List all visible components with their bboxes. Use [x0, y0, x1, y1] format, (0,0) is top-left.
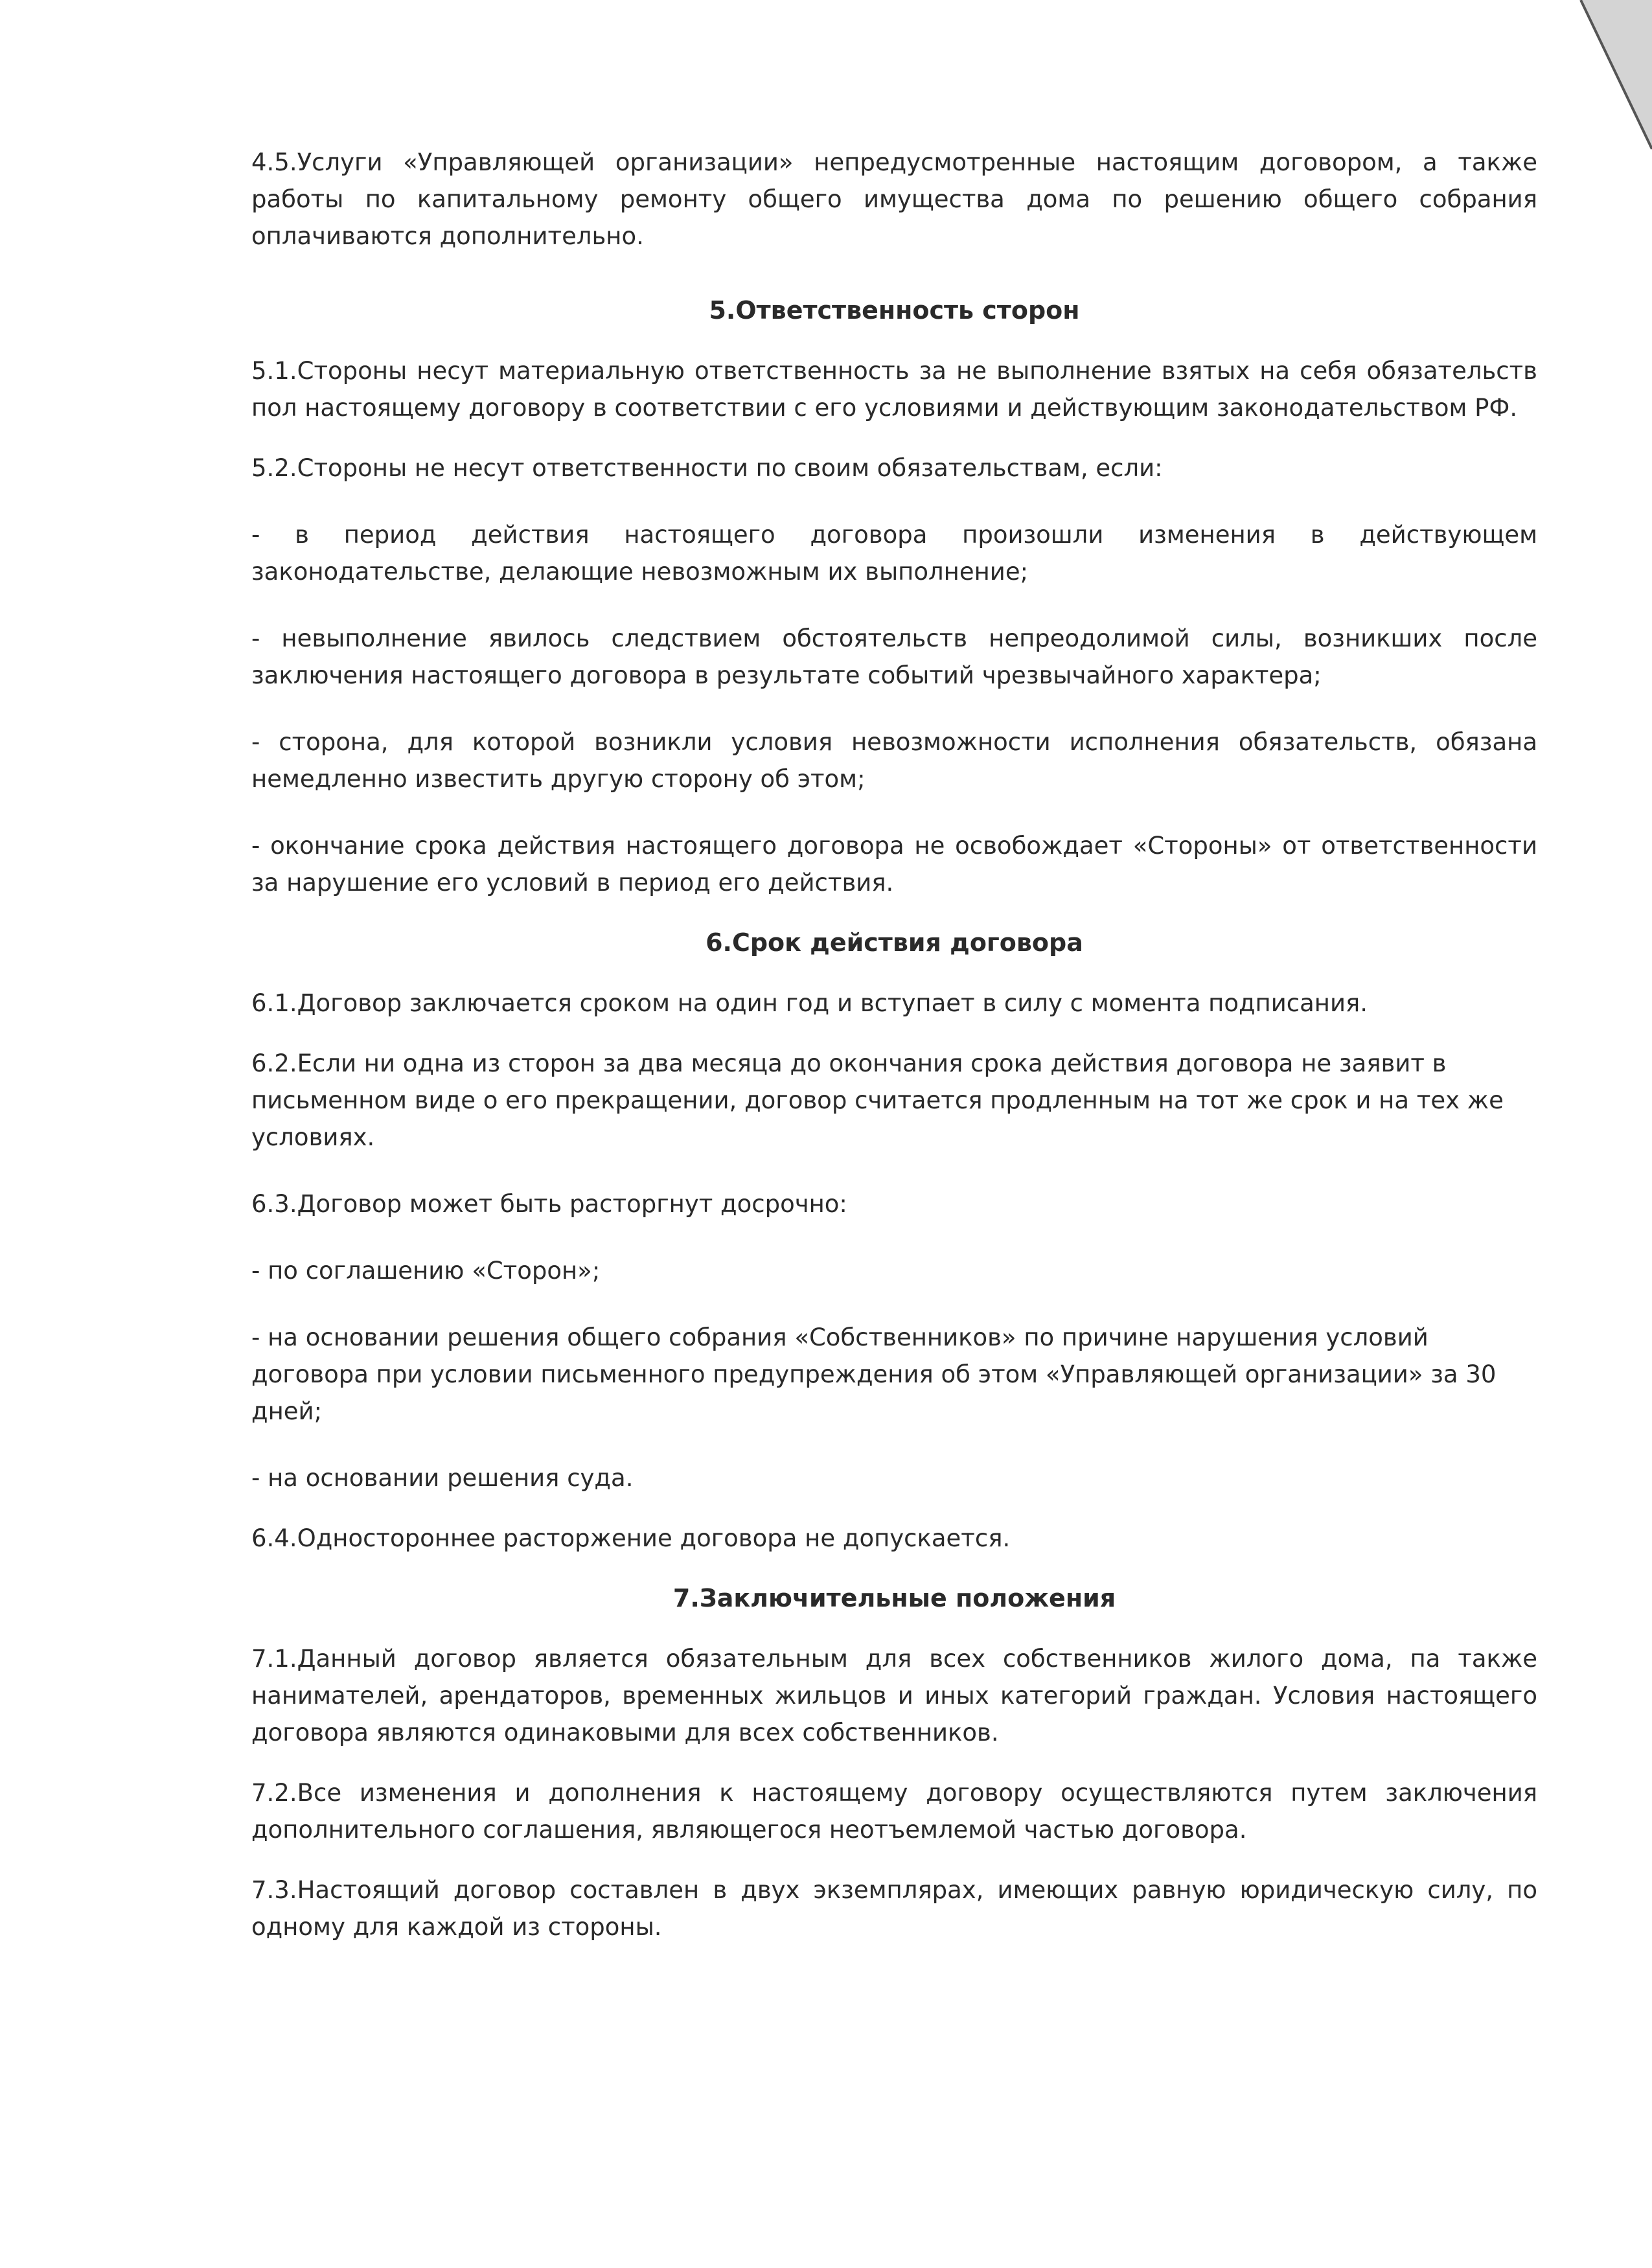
- paragraph-5-1: 5.1.Стороны несут материальную ответственность за не выполнение взятых на себя обязательств пол настоящему договору в соответствии с его условиями и действующим законодательством РФ.: [251, 357, 1537, 422]
- list-item: - по соглашению «Сторон»;: [251, 1257, 601, 1285]
- paragraph-6-2: 6.2.Если ни одна из сторон за два месяца до окончания срока действия договора не заявит в письменном виде о его прекращении, договор считается продленным на тот же срок и на тех же условиях.: [251, 1049, 1504, 1151]
- list-item: - на основании решения общего собрания «Собственников» по причине нарушения условий договора при условии письменного предупреждения об этом «Управляющей организации» за 30 дней;: [251, 1323, 1497, 1425]
- list-item: - на основании решения суда.: [251, 1464, 634, 1492]
- paragraph-5-2: 5.2.Стороны не несут ответственности по своим обязательствам, если:: [251, 454, 1163, 482]
- list-item: - окончание срока действия настоящего договора не освобождает «Стороны» от ответственности за нарушение его условий в период его действия.: [251, 832, 1537, 897]
- paragraph-4-5: 4.5.Услуги «Управляющей организации» непредусмотренные настоящим договором, а также работы по капитальному ремонту общего имущества дома по решению общего собрания оплачиваются дополнительно.: [251, 148, 1537, 250]
- paragraph-6-1: 6.1.Договор заключается сроком на один год и вступает в силу с момента подписания.: [251, 989, 1368, 1017]
- section-7-title: 7.Заключительные положения: [672, 1584, 1116, 1612]
- section-6-title: 6.Срок действия договора: [706, 928, 1083, 957]
- paragraph-6-4: 6.4.Одностороннее расторжение договора не допускается.: [251, 1524, 1011, 1552]
- paragraph-7-1: 7.1.Данный договор является обязательным для всех собственников жилого дома, па также нанимателей, арендаторов, временных жильцов и иных категорий граждан. Условия настоящего договора являются одинаковыми для всех собственников.: [251, 1645, 1537, 1747]
- document-body: [251, 144, 1537, 1945]
- list-item: - сторона, для которой возникли условия невозможности исполнения обязательств, обязана немедленно известить другую сторону об этом;: [251, 728, 1537, 793]
- paragraph-6-3: 6.3.Договор может быть расторгнут досрочно:: [251, 1190, 847, 1218]
- section-5-title: 5.Ответственность сторон: [709, 296, 1080, 325]
- list-item: - в период действия настоящего договора произошли изменения в действующем законодательстве, делающие невозможным их выполнение;: [251, 521, 1537, 586]
- paragraph-7-3: 7.3.Настоящий договор составлен в двух экземплярах, имеющих равную юридическую силу, по одному для каждой из стороны.: [251, 1876, 1537, 1941]
- list-item: - невыполнение явилось следствием обстоятельств непреодолимой силы, возникших после заключения настоящего договора в результате событий чрезвычайного характера;: [251, 624, 1537, 689]
- scan-page-corner: [1509, 0, 1652, 168]
- paragraph-7-2: 7.2.Все изменения и дополнения к настоящему договору осуществляются путем заключения дополнительного соглашения, являющегося неотъемлемой частью договора.: [251, 1779, 1537, 1844]
